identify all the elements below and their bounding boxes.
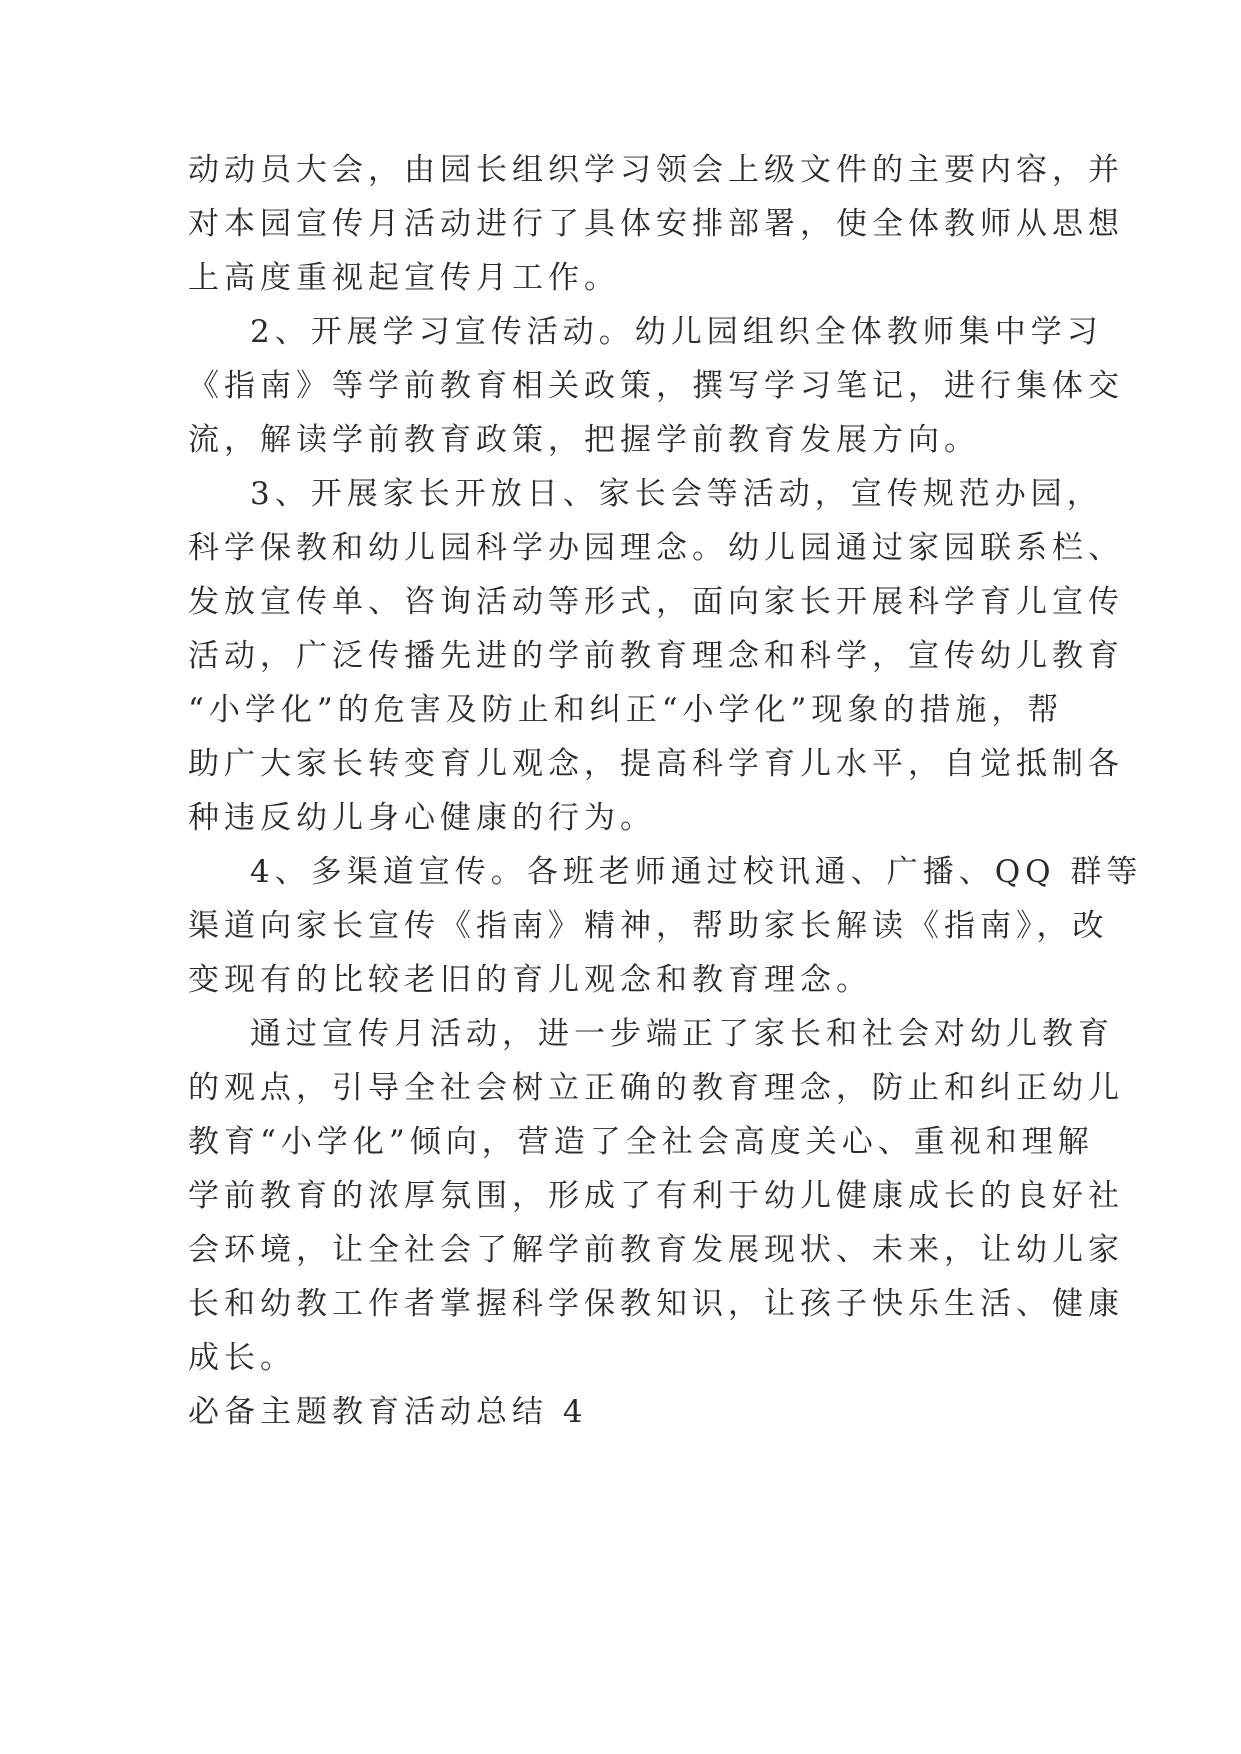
- text-line: 3、开展家长开放日、家长会等活动，宣传规范办园，: [250, 476, 1103, 512]
- text-line: 活动，广泛传播先进的学前教育理念和科学，宣传幼儿教育: [188, 638, 1124, 674]
- text-line: 助广大家长转变育儿观念，提高科学育儿水平，自觉抵制各: [188, 746, 1124, 782]
- text-line: 上高度重视起宣传月工作。: [188, 260, 620, 296]
- text-line: 会环境，让全社会了解学前教育发展现状、未来，让幼儿家: [188, 1232, 1124, 1268]
- text-line: 通过宣传月活动，进一步端正了家长和社会对幼儿教育: [250, 1016, 1114, 1052]
- text-line: 长和幼教工作者掌握科学保教知识，让孩子快乐生活、健康: [188, 1286, 1124, 1322]
- text-line: 4、多渠道宣传。各班老师通过校讯通、广播、QQ 群等: [250, 854, 1143, 890]
- text-line: “小学化”的危害及防止和纠正“小学化”现象的措施，帮: [188, 692, 1064, 728]
- text-line: 2、开展学习宣传活动。幼儿园组织全体教师集中学习: [250, 314, 1103, 350]
- text-line: 变现有的比较老旧的育儿观念和教育理念。: [188, 962, 872, 998]
- text-line: 教育“小学化”倾向，营造了全社会高度关心、重视和理解: [188, 1124, 1094, 1160]
- text-line: 动动员大会，由园长组织学习领会上级文件的主要内容，并: [188, 152, 1124, 188]
- text-line: 对本园宣传月活动进行了具体安排部署，使全体教师从思想: [188, 206, 1124, 242]
- text-line: 流，解读学前教育政策，把握学前教育发展方向。: [188, 422, 980, 458]
- section-heading: 必备主题教育活动总结 4: [188, 1394, 588, 1430]
- text-line: 学前教育的浓厚氛围，形成了有利于幼儿健康成长的良好社: [188, 1178, 1124, 1214]
- text-line: 成长。: [188, 1340, 296, 1376]
- text-line: 的观点，引导全社会树立正确的教育理念，防止和纠正幼儿: [188, 1070, 1124, 1106]
- text-line: 发放宣传单、咨询活动等形式，面向家长开展科学育儿宣传: [188, 584, 1124, 620]
- text-line: 科学保教和幼儿园科学办园理念。幼儿园通过家园联系栏、: [188, 530, 1124, 566]
- text-line: 种违反幼儿身心健康的行为。: [188, 800, 656, 836]
- text-line: 《指南》等学前教育相关政策，撰写学习笔记，进行集体交: [188, 368, 1124, 404]
- text-line: 渠道向家长宣传《指南》精神，帮助家长解读《指南》，改: [188, 908, 1109, 944]
